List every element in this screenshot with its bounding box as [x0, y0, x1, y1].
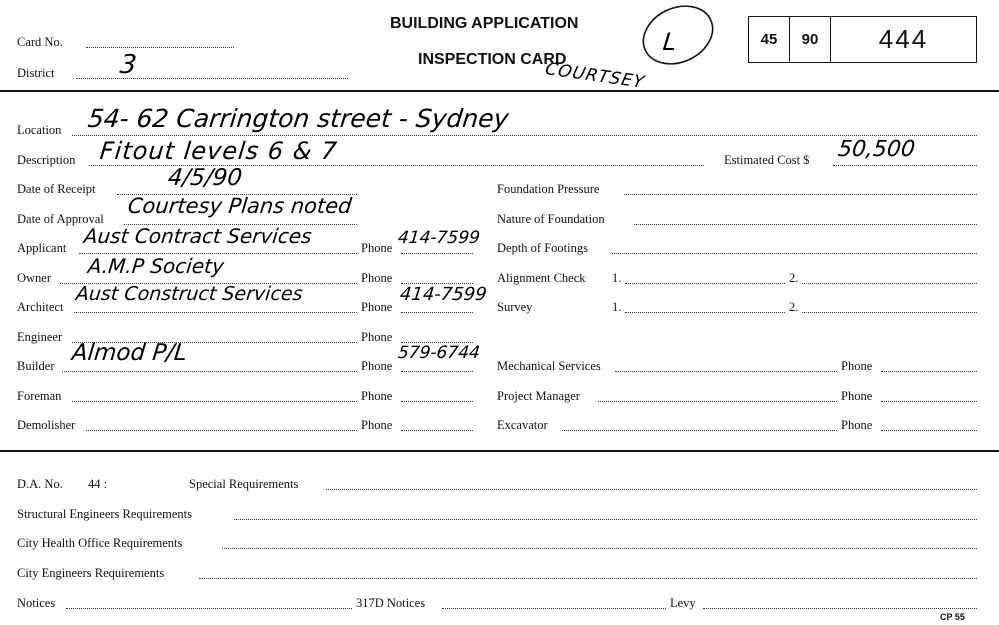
applicant-value: Aust Contract Services [82, 224, 313, 248]
excavator-phone-label: Phone [841, 418, 873, 432]
owner-label: Owner [17, 271, 52, 285]
owner-value: A.M.P Society [86, 254, 226, 278]
architect-phone-value: 414-7599 [398, 284, 488, 305]
architect-phone-field[interactable] [401, 312, 473, 313]
excavator-label: Excavator [497, 418, 548, 432]
survey-2-label: 2. [789, 300, 799, 314]
section-divider [0, 450, 999, 452]
nature-foundation-field[interactable] [634, 224, 977, 225]
demolisher-field[interactable] [86, 430, 357, 431]
courtesy-note: COURTSEY [543, 59, 647, 93]
alignment-check-1-field[interactable] [625, 283, 785, 284]
description-label: Description [17, 153, 76, 167]
notices-317d-label: 317D Notices [356, 596, 426, 610]
project-manager-field[interactable] [598, 401, 837, 402]
nature-foundation-label: Nature of Foundation [497, 212, 605, 226]
survey-label: Survey [497, 300, 533, 314]
mechanical-phone-label: Phone [841, 359, 873, 373]
form-code: CP 55 [940, 612, 965, 622]
excavator-field[interactable] [562, 430, 837, 431]
alignment-check-2-label: 2. [789, 271, 799, 285]
alignment-check-1-label: 1. [612, 271, 622, 285]
box-b: 90 [790, 17, 831, 62]
notices-317d-field[interactable] [442, 608, 666, 609]
box-a: 45 [749, 17, 790, 62]
depth-footings-field[interactable] [612, 253, 977, 254]
applicant-label: Applicant [17, 241, 67, 255]
applicant-phone-value: 414-7599 [396, 228, 481, 248]
estimated-cost-label: Estimated Cost $ [724, 153, 810, 167]
architect-label: Architect [17, 300, 64, 314]
special-requirements-field[interactable] [326, 489, 977, 490]
mechanical-services-label: Mechanical Services [497, 359, 601, 373]
estimated-cost-field[interactable] [833, 165, 977, 166]
excavator-phone-field[interactable] [881, 430, 977, 431]
survey-1-label: 1. [612, 300, 622, 314]
foreman-label: Foreman [17, 389, 62, 403]
survey-2-field[interactable] [802, 312, 977, 313]
date-approval-value: Courtesy Plans noted [126, 194, 353, 218]
date-receipt-value: 4/5/90 [166, 165, 244, 191]
location-label: Location [17, 123, 62, 137]
date-approval-label: Date of Approval [17, 212, 104, 226]
location-value: 54- 62 Carrington street - Sydney [86, 104, 511, 133]
survey-1-field[interactable] [625, 312, 785, 313]
architect-phone-label: Phone [361, 300, 393, 314]
mechanical-services-field[interactable] [615, 371, 837, 372]
notices-label: Notices [17, 596, 56, 610]
engineer-label: Engineer [17, 330, 63, 344]
circled-note: L [661, 28, 678, 56]
structural-engineers-field[interactable] [234, 519, 977, 520]
date-receipt-label: Date of Receipt [17, 182, 96, 196]
demolisher-phone-label: Phone [361, 418, 393, 432]
notices-field[interactable] [66, 608, 352, 609]
foundation-pressure-field[interactable] [624, 194, 977, 195]
builder-label: Builder [17, 359, 55, 373]
header-divider [0, 90, 999, 92]
city-health-field[interactable] [222, 548, 977, 549]
city-health-label: City Health Office Requirements [17, 536, 183, 550]
builder-value: Almod P/L [70, 340, 189, 366]
levy-field[interactable] [703, 608, 977, 609]
city-engineers-field[interactable] [199, 578, 977, 579]
engineer-phone-label: Phone [361, 330, 393, 344]
applicant-phone-field[interactable] [401, 253, 473, 254]
builder-phone-field[interactable] [401, 371, 473, 372]
levy-label: Levy [670, 596, 696, 610]
builder-phone-value: 579-6744 [396, 343, 481, 363]
district-field[interactable] [76, 78, 348, 79]
circled-annotation-icon [638, 2, 722, 68]
alignment-check-label: Alignment Check [497, 271, 586, 285]
form-title-line1: BUILDING APPLICATION [390, 15, 579, 32]
demolisher-label: Demolisher [17, 418, 76, 432]
foreman-field[interactable] [72, 401, 357, 402]
project-manager-phone-field[interactable] [881, 401, 977, 402]
builder-field[interactable] [62, 371, 357, 372]
location-field[interactable] [72, 135, 977, 136]
foundation-pressure-label: Foundation Pressure [497, 182, 600, 196]
card-no-label: Card No. [17, 35, 63, 49]
architect-field[interactable] [74, 312, 357, 313]
da-no-value: 44 : [88, 477, 108, 491]
district-label: District [17, 66, 55, 80]
owner-phone-label: Phone [361, 271, 393, 285]
demolisher-phone-field[interactable] [401, 430, 473, 431]
da-no-label: D.A. No. [17, 477, 63, 491]
district-value: 3 [118, 50, 139, 80]
project-manager-phone-label: Phone [841, 389, 873, 403]
estimated-cost-value: 50,500 [836, 137, 917, 162]
box-number: 444 [878, 24, 929, 54]
reference-number-box [748, 16, 977, 63]
form-title-line2: INSPECTION CARD [418, 51, 567, 68]
alignment-check-2-field[interactable] [802, 283, 977, 284]
project-manager-label: Project Manager [497, 389, 580, 403]
special-requirements-label: Special Requirements [189, 477, 299, 491]
applicant-phone-label: Phone [361, 241, 393, 255]
builder-phone-label: Phone [361, 359, 393, 373]
structural-engineers-label: Structural Engineers Requirements [17, 507, 192, 521]
city-engineers-label: City Engineers Requirements [17, 566, 165, 580]
foreman-phone-label: Phone [361, 389, 393, 403]
description-value: Fitout levels 6 & 7 [98, 137, 340, 165]
mechanical-phone-field[interactable] [881, 371, 977, 372]
card-no-field[interactable] [86, 47, 234, 48]
depth-footings-label: Depth of Footings [497, 241, 588, 255]
foreman-phone-field[interactable] [401, 401, 473, 402]
architect-value: Aust Construct Services [74, 283, 304, 305]
